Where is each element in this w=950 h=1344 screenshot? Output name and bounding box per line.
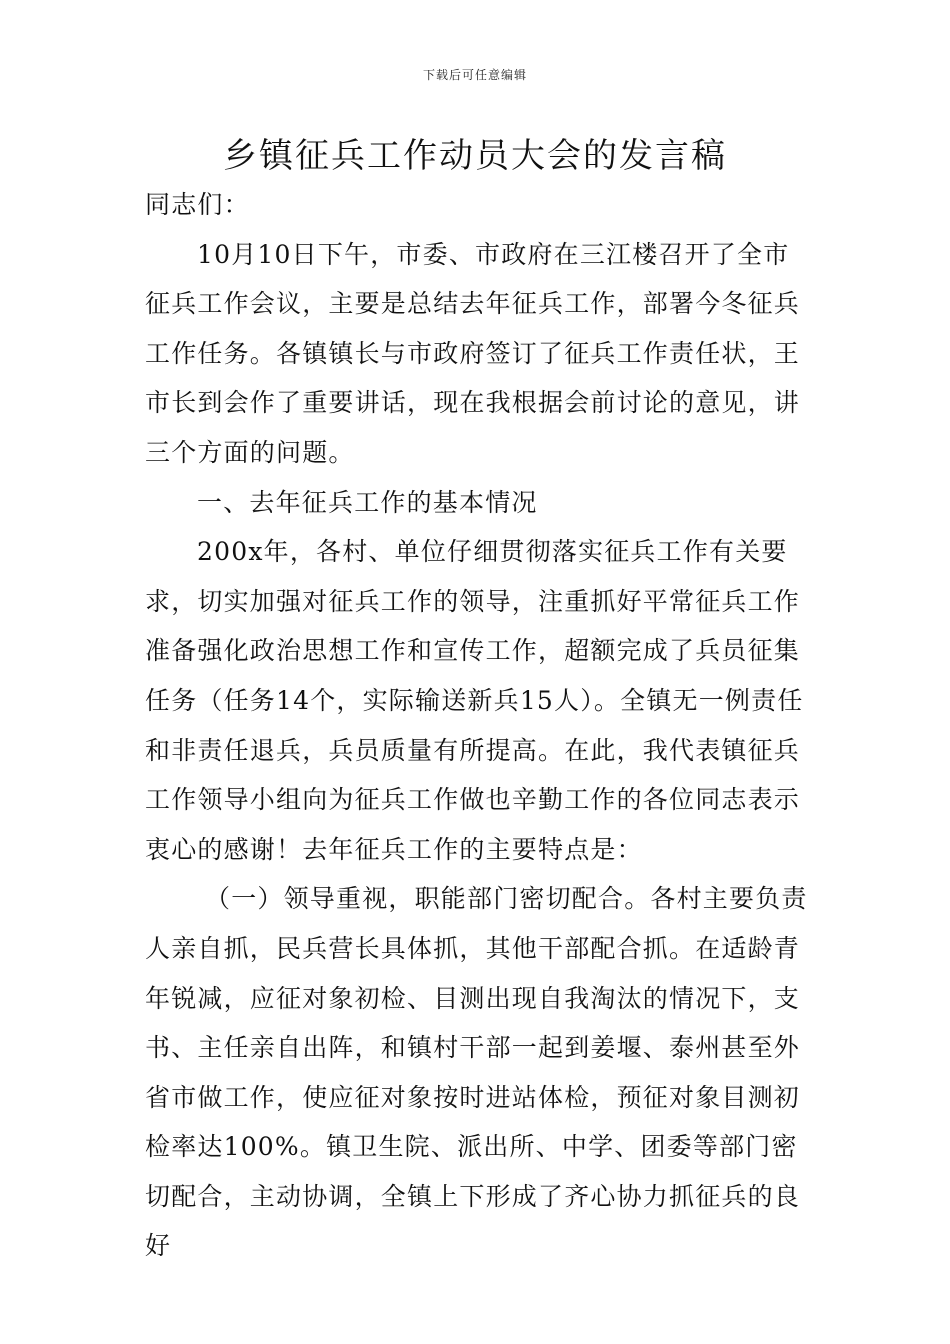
paragraph-intro: 10月10日下午，市委、市政府在三江楼召开了全市征兵工作会议，主要是总结去年征兵工作，部署今冬征兵工作任务。各镇镇长与市政府签订了征兵工作责任状，王市长到会作了重要讲话，现在我根据会前讨论的意见，讲三个方面的问题。: [145, 239, 801, 467]
document-body: [145, 180, 810, 1271]
header-note: 下载后可任意编辑: [422, 68, 527, 82]
section-heading: 一、去年征兵工作的基本情况: [197, 487, 538, 517]
paragraph-point-one: （一）领导重视，职能部门密切配合。各村主要负责人亲自抓，民兵营长具体抓，其他干部配合抓。在适龄青年锐减，应征对象初检、目测出现自我淘汰的情况下，支书、主任亲自出阵，和镇村干部一起到姜堰、泰州甚至外省市做工作，使应征对象按时进站体检，预征对象目测初检率达100%。镇卫生院、派出所、中学、团委等部门密切配合，主动协调，全镇上下形成了齐心协力抓征兵的良好: [145, 884, 808, 1261]
paragraph-summary: 200x年，各村、单位仔细贯彻落实征兵工作有关要求，切实加强对征兵工作的领导，注重抓好平常征兵工作准备强化政治思想工作和宣传工作，超额完成了兵员征集任务（任务14个，实际输送新兵15人）。全镇无一例责任和非责任退兵，兵员质量有所提高。在此，我代表镇征兵工作领导小组向为征兵工作做也辛勤工作的各位同志表示衷心的感谢！去年征兵工作的主要特点是：: [145, 537, 804, 864]
salutation: 同志们：: [145, 190, 250, 219]
document-title: 乡镇征兵工作动员大会的发言稿: [223, 136, 727, 176]
